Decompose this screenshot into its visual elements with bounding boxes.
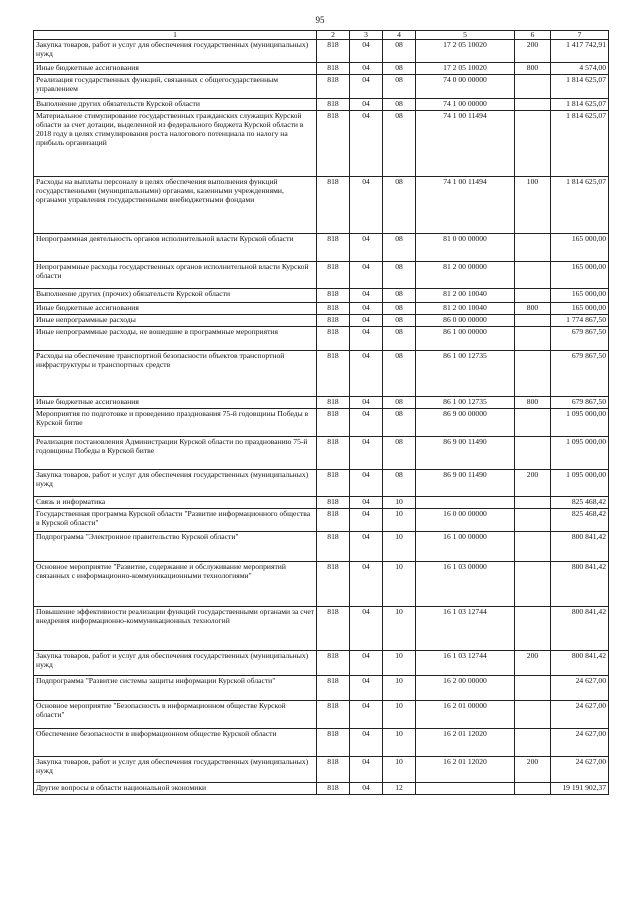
row-subsection-cell: 10 [383,701,416,729]
row-name-cell: Государственная программа Курской области "Развитие информационного общества в Курской области" [34,509,317,532]
budget-table [33,30,609,795]
table-row [34,289,609,303]
row-name-cell: Выполнение других обязательств Курской области [34,99,317,111]
row-section-cell: 04 [350,562,383,607]
row-expense-type-cell [515,327,551,351]
row-target-article-cell: 86 0 00 00000 [416,315,515,327]
row-name-cell: Иные непрограммные расходы, не вошедшие в программные мероприятия [34,327,317,351]
row-amount-cell: 24 627,00 [551,701,609,729]
table-row [34,262,609,289]
row-name-cell: Выполнение других (прочих) обязательств Курской области [34,289,317,303]
page-number: 95 [315,15,325,25]
row-subsection-cell: 10 [383,676,416,701]
table-row [34,470,609,497]
row-subsection-cell: 08 [383,234,416,262]
row-subsection-cell: 12 [383,783,416,795]
table-row [34,234,609,262]
row-amount-cell: 679 867,50 [551,397,609,409]
row-subsection-cell: 08 [383,99,416,111]
row-expense-type-cell [515,532,551,562]
row-subsection-cell: 08 [383,351,416,397]
table-row [34,729,609,757]
row-subsection-cell: 08 [383,437,416,470]
row-subsection-cell: 10 [383,757,416,783]
row-expense-type-cell: 200 [515,40,551,63]
row-amount-cell: 800 841,42 [551,532,609,562]
row-code-cell: 818 [317,99,350,111]
row-target-article-cell: 86 9 00 00000 [416,409,515,437]
row-expense-type-cell [515,351,551,397]
row-subsection-cell: 08 [383,315,416,327]
row-amount-cell: 1 417 742,91 [551,40,609,63]
row-expense-type-cell [515,497,551,509]
row-code-cell: 818 [317,303,350,315]
row-amount-cell: 679 867,50 [551,327,609,351]
table-row [34,40,609,63]
row-subsection-cell: 10 [383,497,416,509]
row-code-cell: 818 [317,783,350,795]
row-name-cell: Подпрограмма "Электронное правительство Курской области" [34,532,317,562]
table-row [34,562,609,607]
row-code-cell: 818 [317,509,350,532]
row-name-cell: Другие вопросы в области национальной экономики [34,783,317,795]
row-code-cell: 818 [317,729,350,757]
row-expense-type-cell [515,729,551,757]
row-code-cell: 818 [317,497,350,509]
row-target-article-cell: 16 1 03 00000 [416,562,515,607]
row-section-cell: 04 [350,75,383,99]
row-target-article-cell: 16 2 00 00000 [416,676,515,701]
row-section-cell: 04 [350,729,383,757]
table-row [34,315,609,327]
row-target-article-cell: 81 2 00 10040 [416,303,515,315]
row-code-cell: 818 [317,262,350,289]
row-code-cell: 818 [317,607,350,651]
row-subsection-cell: 10 [383,532,416,562]
row-amount-cell: 1 774 867,50 [551,315,609,327]
row-target-article-cell: 16 2 01 12020 [416,729,515,757]
row-section-cell: 04 [350,676,383,701]
row-section-cell: 04 [350,234,383,262]
row-name-cell: Расходы на выплаты персоналу в целях обеспечения выполнения функций государственными (муниципальными) органами, казенными учреждениями, органами управления государственными внебюджетными фондами [34,177,317,234]
row-amount-cell: 825 468,42 [551,497,609,509]
row-section-cell: 04 [350,607,383,651]
row-code-cell: 818 [317,397,350,409]
column-header: 2 [317,31,350,40]
row-subsection-cell: 08 [383,397,416,409]
row-amount-cell: 800 841,42 [551,651,609,676]
row-subsection-cell: 10 [383,509,416,532]
row-subsection-cell: 08 [383,289,416,303]
row-target-article-cell: 16 1 03 12744 [416,651,515,676]
row-name-cell: Расходы на обеспечение транспортной безопасности объектов транспортной инфраструктуры и транспортных средств [34,351,317,397]
row-expense-type-cell [515,607,551,651]
row-target-article-cell: 81 2 00 10040 [416,289,515,303]
row-amount-cell: 825 468,42 [551,509,609,532]
row-target-article-cell [416,783,515,795]
row-name-cell: Иные бюджетные ассигнования [34,63,317,75]
row-amount-cell: 800 841,42 [551,562,609,607]
row-section-cell: 04 [350,409,383,437]
row-subsection-cell: 08 [383,327,416,351]
row-name-cell: Реализация государственных функций, связанных с общегосударственным управлением [34,75,317,99]
row-expense-type-cell [515,75,551,99]
column-header: 5 [416,31,515,40]
row-expense-type-cell [515,111,551,177]
row-expense-type-cell [515,234,551,262]
row-section-cell: 04 [350,437,383,470]
row-code-cell: 818 [317,111,350,177]
row-target-article-cell: 74 1 00 11494 [416,111,515,177]
row-subsection-cell: 08 [383,262,416,289]
row-code-cell: 818 [317,63,350,75]
row-name-cell: Материальное стимулирование государственных гражданских служащих Курской области за счет дотации, выделенной из федерального бюджета Курской области в 2018 году в целях стимулирования роста налогового потенциала по налогу на прибыль организаций [34,111,317,177]
row-section-cell: 04 [350,701,383,729]
row-target-article-cell: 74 0 00 00000 [416,75,515,99]
row-name-cell: Закупка товаров, работ и услуг для обеспечения государственных (муниципальных) нужд [34,757,317,783]
table-row [34,509,609,532]
row-name-cell: Закупка товаров, работ и услуг для обеспечения государственных (муниципальных) нужд [34,651,317,676]
row-code-cell: 818 [317,40,350,63]
row-target-article-cell: 17 2 05 10020 [416,40,515,63]
table-row [34,676,609,701]
table-row [34,701,609,729]
table-row [34,607,609,651]
row-subsection-cell: 08 [383,63,416,75]
row-expense-type-cell: 800 [515,397,551,409]
row-amount-cell: 4 574,00 [551,63,609,75]
row-subsection-cell: 08 [383,409,416,437]
row-section-cell: 04 [350,262,383,289]
table-row [34,497,609,509]
row-target-article-cell: 17 2 05 10020 [416,63,515,75]
row-section-cell: 04 [350,303,383,315]
row-section-cell: 04 [350,111,383,177]
table-row [34,99,609,111]
row-amount-cell: 24 627,00 [551,676,609,701]
row-section-cell: 04 [350,783,383,795]
row-section-cell: 04 [350,327,383,351]
row-amount-cell: 1 814 625,07 [551,111,609,177]
row-code-cell: 818 [317,177,350,234]
row-section-cell: 04 [350,532,383,562]
row-section-cell: 04 [350,757,383,783]
row-name-cell: Закупка товаров, работ и услуг для обеспечения государственных (муниципальных) нужд [34,40,317,63]
row-expense-type-cell [515,315,551,327]
row-name-cell: Непрограммная деятельность органов исполнительной власти Курской области [34,234,317,262]
row-name-cell: Основное мероприятие "Развитие, содержание и обслуживание мероприятий связанных с информационно-коммуникационными технологиями" [34,562,317,607]
row-code-cell: 818 [317,562,350,607]
row-amount-cell: 19 191 902,37 [551,783,609,795]
row-code-cell: 818 [317,676,350,701]
row-subsection-cell: 10 [383,562,416,607]
row-section-cell: 04 [350,651,383,676]
row-code-cell: 818 [317,315,350,327]
row-name-cell: Основное мероприятие "Безопасность в информационном обществе Курской области" [34,701,317,729]
row-subsection-cell: 08 [383,40,416,63]
row-expense-type-cell: 100 [515,177,551,234]
row-subsection-cell: 10 [383,607,416,651]
row-section-cell: 04 [350,315,383,327]
row-section-cell: 04 [350,497,383,509]
row-section-cell: 04 [350,99,383,111]
row-amount-cell: 1 814 625,07 [551,99,609,111]
row-code-cell: 818 [317,75,350,99]
row-expense-type-cell [515,783,551,795]
column-header: 1 [34,31,317,40]
row-code-cell: 818 [317,409,350,437]
row-expense-type-cell [515,676,551,701]
row-amount-cell: 24 627,00 [551,729,609,757]
row-expense-type-cell [515,289,551,303]
row-expense-type-cell [515,701,551,729]
row-name-cell: Связь и информатика [34,497,317,509]
row-target-article-cell: 16 0 00 00000 [416,509,515,532]
row-section-cell: 04 [350,351,383,397]
row-amount-cell: 165 000,00 [551,289,609,303]
row-section-cell: 04 [350,509,383,532]
row-amount-cell: 1 814 625,07 [551,75,609,99]
row-code-cell: 818 [317,532,350,562]
row-target-article-cell: 86 1 00 00000 [416,327,515,351]
row-target-article-cell: 86 1 00 12735 [416,397,515,409]
row-code-cell: 818 [317,327,350,351]
row-expense-type-cell: 800 [515,303,551,315]
row-expense-type-cell: 200 [515,470,551,497]
row-amount-cell: 679 867,50 [551,351,609,397]
row-amount-cell: 24 627,00 [551,757,609,783]
row-expense-type-cell [515,262,551,289]
table-row [34,757,609,783]
table-row [34,783,609,795]
row-target-article-cell [416,497,515,509]
row-name-cell: Иные бюджетные ассигнования [34,303,317,315]
header-row [34,31,609,40]
row-subsection-cell: 08 [383,75,416,99]
row-expense-type-cell [515,562,551,607]
row-subsection-cell: 08 [383,303,416,315]
row-section-cell: 04 [350,40,383,63]
row-amount-cell: 165 000,00 [551,303,609,315]
row-section-cell: 04 [350,397,383,409]
table-row [34,75,609,99]
row-code-cell: 818 [317,351,350,397]
row-target-article-cell: 86 1 00 12735 [416,351,515,397]
row-code-cell: 818 [317,234,350,262]
row-target-article-cell: 16 1 00 00000 [416,532,515,562]
row-section-cell: 04 [350,470,383,497]
row-subsection-cell: 10 [383,651,416,676]
column-header: 6 [515,31,551,40]
table-row [34,327,609,351]
row-section-cell: 04 [350,63,383,75]
row-amount-cell: 1 814 625,07 [551,177,609,234]
row-amount-cell: 165 000,00 [551,234,609,262]
row-amount-cell: 1 095 000,00 [551,409,609,437]
row-code-cell: 818 [317,470,350,497]
table-row [34,111,609,177]
row-target-article-cell: 86 9 00 11490 [416,437,515,470]
table-row [34,437,609,470]
row-name-cell: Иные бюджетные ассигнования [34,397,317,409]
row-target-article-cell: 81 0 00 00000 [416,234,515,262]
table-row [34,651,609,676]
row-expense-type-cell: 200 [515,757,551,783]
row-target-article-cell: 86 9 00 11490 [416,470,515,497]
row-amount-cell: 800 841,42 [551,607,609,651]
row-code-cell: 818 [317,289,350,303]
row-amount-cell: 165 000,00 [551,262,609,289]
row-name-cell: Подпрограмма "Развитие системы защиты информации Курской области" [34,676,317,701]
row-section-cell: 04 [350,177,383,234]
row-subsection-cell: 08 [383,177,416,234]
row-name-cell: Непрограммные расходы государственных органов исполнительной власти Курской области [34,262,317,289]
row-expense-type-cell: 800 [515,63,551,75]
row-target-article-cell: 16 2 01 12020 [416,757,515,783]
row-target-article-cell: 16 1 03 12744 [416,607,515,651]
row-code-cell: 818 [317,437,350,470]
row-subsection-cell: 08 [383,470,416,497]
column-header: 3 [350,31,383,40]
table-row [34,63,609,75]
row-amount-cell: 1 095 000,00 [551,470,609,497]
row-target-article-cell: 81 2 00 00000 [416,262,515,289]
table-row [34,409,609,437]
row-name-cell: Закупка товаров, работ и услуг для обеспечения государственных (муниципальных) нужд [34,470,317,497]
table-row [34,532,609,562]
table-row [34,303,609,315]
row-target-article-cell: 16 2 01 00000 [416,701,515,729]
column-header: 7 [551,31,609,40]
row-name-cell: Обеспечение безопасности в информационном обществе Курской области [34,729,317,757]
row-subsection-cell: 08 [383,111,416,177]
row-code-cell: 818 [317,701,350,729]
row-name-cell: Реализация постановления Администрации Курской области по празднованию 75-й годовщины Победы в Курской битве [34,437,317,470]
row-expense-type-cell [515,509,551,532]
row-target-article-cell: 74 1 00 00000 [416,99,515,111]
row-name-cell: Мероприятия по подготовке и проведению празднования 75-й годовщины Победы в Курской битве [34,409,317,437]
row-section-cell: 04 [350,289,383,303]
row-code-cell: 818 [317,757,350,783]
table-row [34,397,609,409]
row-expense-type-cell [515,437,551,470]
row-amount-cell: 1 095 000,00 [551,437,609,470]
table-row [34,177,609,234]
row-name-cell: Иные непрограммные расходы [34,315,317,327]
row-target-article-cell: 74 1 00 11494 [416,177,515,234]
row-expense-type-cell [515,99,551,111]
row-expense-type-cell: 200 [515,651,551,676]
column-header: 4 [383,31,416,40]
table-row [34,351,609,397]
row-subsection-cell: 10 [383,729,416,757]
row-code-cell: 818 [317,651,350,676]
row-name-cell: Повышение эффективности реализации функций государственными органами за счет внедрения информационно-коммуникационных технологий [34,607,317,651]
row-expense-type-cell [515,409,551,437]
